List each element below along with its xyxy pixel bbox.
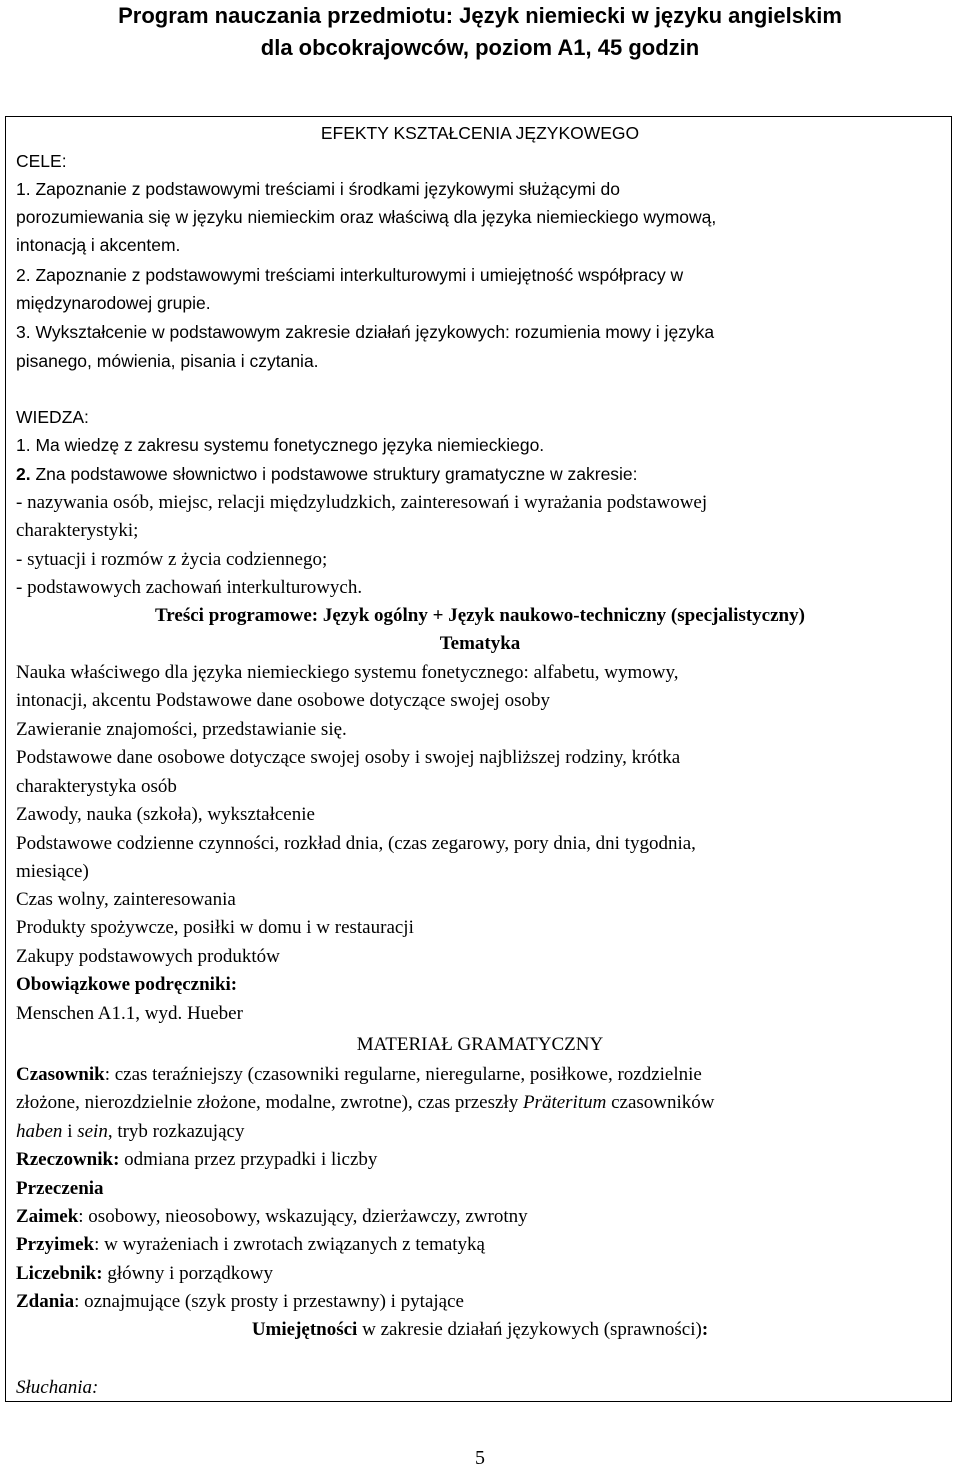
tresci-heading-text: Treści programowe: Język ogólny + Język naukowo-techniczny (specjalistyczny) <box>155 605 805 626</box>
wiedza-number: 2. <box>16 464 31 484</box>
rzeczownik-text: odmiana przez przypadki i liczby <box>119 1149 378 1170</box>
tematyka-line: Zawody, nauka (szkoła), wykształcenie <box>16 804 315 825</box>
liczebnik-label: Liczebnik: <box>16 1263 103 1284</box>
gramatyka-heading: MATERIAŁ GRAMATYCZNY <box>356 1034 604 1055</box>
tematyka-line: Podstawowe dane osobowe dotyczące swojej osoby i swojej najbliższej rodziny, krótka <box>16 747 681 768</box>
czasownik-label: Czasownik <box>16 1064 105 1085</box>
rzeczownik-label: Rzeczownik: <box>16 1149 120 1170</box>
page-title <box>0 0 960 64</box>
tematyka-line: miesiące) <box>16 861 89 882</box>
podreczniki-label-text: Obowiązkowe podręczniki: <box>16 974 238 995</box>
wiedza-label: WIEDZA: <box>16 407 89 427</box>
cele-line: pisanego, mówienia, pisania i czytania. <box>16 351 319 371</box>
rzeczownik-line <box>16 1148 377 1172</box>
title-line-2: dla obcokrajowców, poziom A1, 45 godzin <box>260 35 700 60</box>
liczebnik-line <box>16 1262 273 1286</box>
tematyka-text: Tematyka <box>439 633 521 654</box>
wiedza-item: - nazywania osób, miejsc, relacji międzyludzkich, zainteresowań i wyrażania podstawowej <box>16 492 708 513</box>
zaimek-line <box>16 1205 528 1229</box>
sluchania-label <box>16 1376 98 1400</box>
wiedza-line: 1. Ma wiedzę z zakresu systemu fonetycznego języka niemieckiego. <box>16 435 545 455</box>
czasownik-text: , tryb rozkazujący <box>107 1121 245 1142</box>
umiejetnosci-heading <box>0 1318 960 1342</box>
tematyka-line: Nauka właściwego dla języka niemieckiego systemu fonetycznego: alfabetu, wymowy, <box>16 662 679 683</box>
tresci-heading <box>0 604 960 628</box>
cele-line: 1. Zapoznanie z podstawowymi treściami i środkami językowymi służącymi do <box>16 179 620 199</box>
czasownik-text: złożone, nierozdzielnie złożone, modalne, zwrotne), czas przeszły <box>16 1092 523 1113</box>
page-number: 5 <box>475 1447 485 1469</box>
czasownik-line <box>16 1063 702 1087</box>
przeczenia-label: Przeczenia <box>16 1178 104 1199</box>
cele-line: międzynarodowej grupie. <box>16 293 211 313</box>
zdania-label: Zdania <box>16 1291 75 1312</box>
tematyka-line: Zawieranie znajomości, przedstawianie się. <box>16 719 347 740</box>
tematyka-line: charakterystyka osób <box>16 776 177 797</box>
cele-line: 3. Wykształcenie w podstawowym zakresie działań językowych: rozumienia mowy i języka <box>16 322 715 342</box>
haben-term: haben <box>16 1121 63 1142</box>
efekty-heading: EFEKTY KSZTAŁCENIA JĘZYKOWEGO <box>320 123 640 143</box>
czasownik-line <box>16 1091 715 1115</box>
czasownik-text: czasowników <box>606 1092 715 1113</box>
tematyka-line: Czas wolny, zainteresowania <box>16 889 236 910</box>
i-word: i <box>62 1121 78 1142</box>
tematyka-heading <box>0 632 960 656</box>
wiedza-text: Zna podstawowe słownictwo i podstawowe struktury gramatyczne w zakresie: <box>30 464 638 484</box>
zaimek-label: Zaimek <box>16 1206 79 1227</box>
zdania-line <box>16 1290 464 1314</box>
title-line-1: Program nauczania przedmiotu: Język niemiecki w języku angielskim <box>118 3 842 28</box>
czasownik-text: : czas teraźniejszy (czasowniki regularne, nieregularne, posiłkowe, rozdzielnie <box>104 1064 702 1085</box>
wiedza-line <box>16 462 638 486</box>
tematyka-line: intonacji, akcentu Podstawowe dane osobowe dotyczące swojej osoby <box>16 690 550 711</box>
cele-line: intonacją i akcentem. <box>16 235 181 255</box>
czasownik-line <box>16 1120 244 1144</box>
wiedza-item: - podstawowych zachowań interkulturowych. <box>16 577 363 598</box>
cele-line: porozumiewania się w języku niemieckim oraz właściwą dla języka niemieckiego wymową, <box>16 207 717 227</box>
wiedza-item: charakterystyki; <box>16 520 139 541</box>
liczebnik-text: główny i porządkowy <box>102 1263 274 1284</box>
zaimek-text: : osobowy, nieosobowy, wskazujący, dzierżawczy, zwrotny <box>78 1206 528 1227</box>
cele-label: CELE: <box>16 151 67 171</box>
praeteritum-term: Präteritum <box>522 1092 607 1113</box>
przyimek-label: Przyimek <box>16 1234 95 1255</box>
przeczenia-line <box>16 1177 104 1201</box>
umiejetnosci-bold: Umiejętności <box>251 1319 358 1340</box>
umiejetnosci-text: w zakresie działań językowych (sprawności) <box>357 1319 702 1340</box>
cele-line: 2. Zapoznanie z podstawowymi treściami interkulturowymi i umiejętność współpracy w <box>16 265 684 285</box>
wiedza-item: - sytuacji i rozmów z życia codziennego; <box>16 549 328 570</box>
tematyka-line: Zakupy podstawowych produktów <box>16 946 280 967</box>
tematyka-line: Produkty spożywcze, posiłki w domu i w restauracji <box>16 917 414 938</box>
sein-term: sein <box>77 1121 108 1142</box>
podrecznik-line: Menschen A1.1, wyd. Hueber <box>16 1003 243 1024</box>
przyimek-line <box>16 1233 485 1257</box>
przyimek-text: : w wyrażeniach i zwrotach związanych z tematyką <box>94 1234 485 1255</box>
tematyka-line: Podstawowe codzienne czynności, rozkład dnia, (czas zegarowy, pory dnia, dni tygodnia, <box>16 833 696 854</box>
sluchania-text: Słuchania: <box>16 1377 99 1398</box>
umiejetnosci-colon: : <box>701 1319 709 1340</box>
podreczniki-label <box>16 973 237 997</box>
zdania-text: : oznajmujące (szyk prosty i przestawny) i pytające <box>74 1291 464 1312</box>
